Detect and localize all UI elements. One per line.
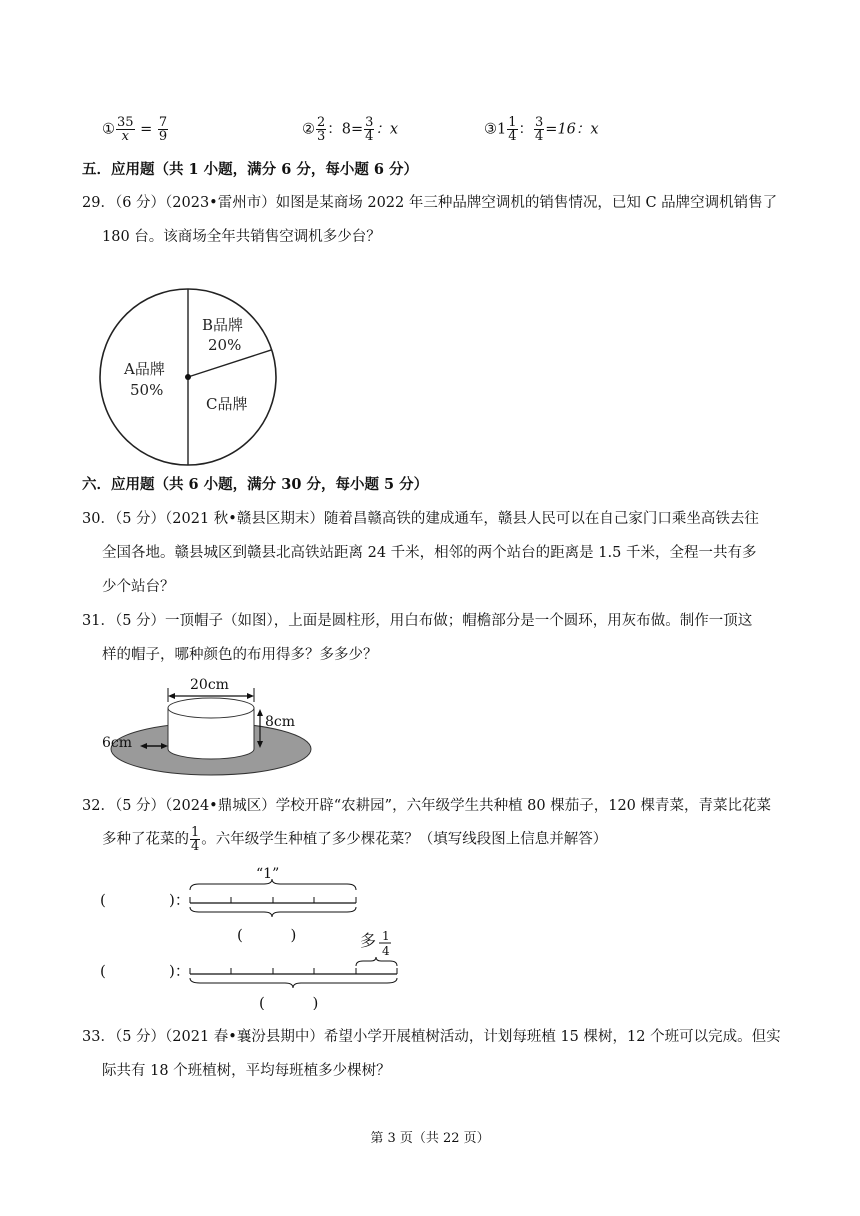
diameter-label: 20cm bbox=[190, 677, 229, 693]
equation-2: ② $\frac{2}{3}$ ：8= $\frac{3}{4}$ ：x bbox=[302, 115, 399, 144]
section-6-heading: 六．应用题（共 6 小题，满分 30 分，每小题 5 分） bbox=[82, 476, 429, 493]
q29-line-2: 180 台。该商场全年共销售空调机多少台？ bbox=[102, 229, 381, 245]
hat-top bbox=[168, 698, 254, 718]
equation-3: ③1 $\frac{1}{4}$ ： $\frac{3}{4}$ =16：x bbox=[484, 115, 599, 144]
q32-line-1: 32．（5 分）（2024•鼎城区）学校开辟“农耕园”，六年级学生共种植 80 棵茄子，120 棵青菜，青菜比花菜 bbox=[82, 798, 772, 814]
q30-line-3: 少个站台？ bbox=[102, 579, 175, 595]
height-label: 8cm bbox=[265, 714, 296, 730]
q33-line-2: 际共有 18 个班植树，平均每班植多少棵树？ bbox=[102, 1063, 391, 1079]
slice-label-b: B品牌 bbox=[202, 316, 244, 334]
q31-line-2: 样的帽子，哪种颜色的布用得多？多多少？ bbox=[102, 647, 378, 663]
diameter-arrowhead-right bbox=[247, 693, 254, 699]
row2-blank: ( ) bbox=[259, 994, 319, 1010]
row2-bottom-brace bbox=[190, 978, 397, 988]
more-frac-num: 1 bbox=[382, 929, 390, 943]
segment-diagram bbox=[95, 860, 415, 1010]
row2-open-paren: ( bbox=[100, 962, 106, 980]
page-footer: 第 3 页（共 22 页） bbox=[370, 1131, 490, 1146]
row2-close-paren: )： bbox=[169, 962, 190, 980]
row1-open-paren: ( bbox=[100, 891, 106, 909]
slice-pct-b: 20% bbox=[208, 336, 242, 354]
q30-line-2: 全国各地。赣县城区到赣县北高铁站距离 24 千米，相邻的两个站台的距离是 1.5 千米，全程一共有多 bbox=[102, 545, 757, 561]
hat-figure bbox=[100, 672, 315, 782]
equation-1: ① $\frac{35}{x}$ = $\frac{7}{9}$ bbox=[102, 115, 168, 144]
q30-line-1: 30．（5 分）（2021 秋•赣县区期末）随着昌赣高铁的建成通车，赣县人民可以在自己家门口乘坐高铁去往 bbox=[82, 511, 759, 527]
slice-label-c: C品牌 bbox=[206, 395, 248, 413]
brim-label: 6cm bbox=[102, 735, 133, 751]
slice-pct-a: 50% bbox=[130, 381, 164, 399]
q32-line-2: 多种了花菜的 $\frac{1}{4}$ 。六年级学生种植了多少棵花菜？（填写线段图上信息并解答） bbox=[102, 825, 608, 854]
diameter-arrowhead-left bbox=[168, 693, 175, 699]
q33-line-1: 33．（5 分）（2021 春•襄汾县期中）希望小学开展植树活动，计划每班植 15 棵树，12 个班可以完成。但实 bbox=[82, 1029, 781, 1045]
more-frac-den: 4 bbox=[382, 944, 390, 958]
row1-close-paren: )： bbox=[169, 891, 190, 909]
row2-top-brace bbox=[356, 957, 397, 966]
pie-center bbox=[185, 374, 191, 380]
unit-label: “1” bbox=[256, 866, 280, 882]
row1-bottom-brace bbox=[190, 907, 356, 917]
height-arrowhead-top bbox=[257, 709, 263, 716]
row1-blank: ( ) bbox=[237, 926, 297, 944]
section-5-heading: 五．应用题（共 1 小题，满分 6 分，每小题 6 分） bbox=[82, 161, 419, 178]
slice-label-a: A品牌 bbox=[124, 360, 165, 378]
q29-line-1: 29．（6 分）（2023•雷州市）如图是某商场 2022 年三种品牌空调机的销售情况，已知 C 品牌空调机销售了 bbox=[82, 195, 778, 211]
more-label: 多 bbox=[360, 931, 377, 950]
pie-chart bbox=[96, 288, 280, 472]
q31-line-1: 31．（5 分）一顶帽子（如图），上面是圆柱形，用白布做；帽檐部分是一个圆环，用灰布做。制作一顶这 bbox=[82, 613, 753, 629]
